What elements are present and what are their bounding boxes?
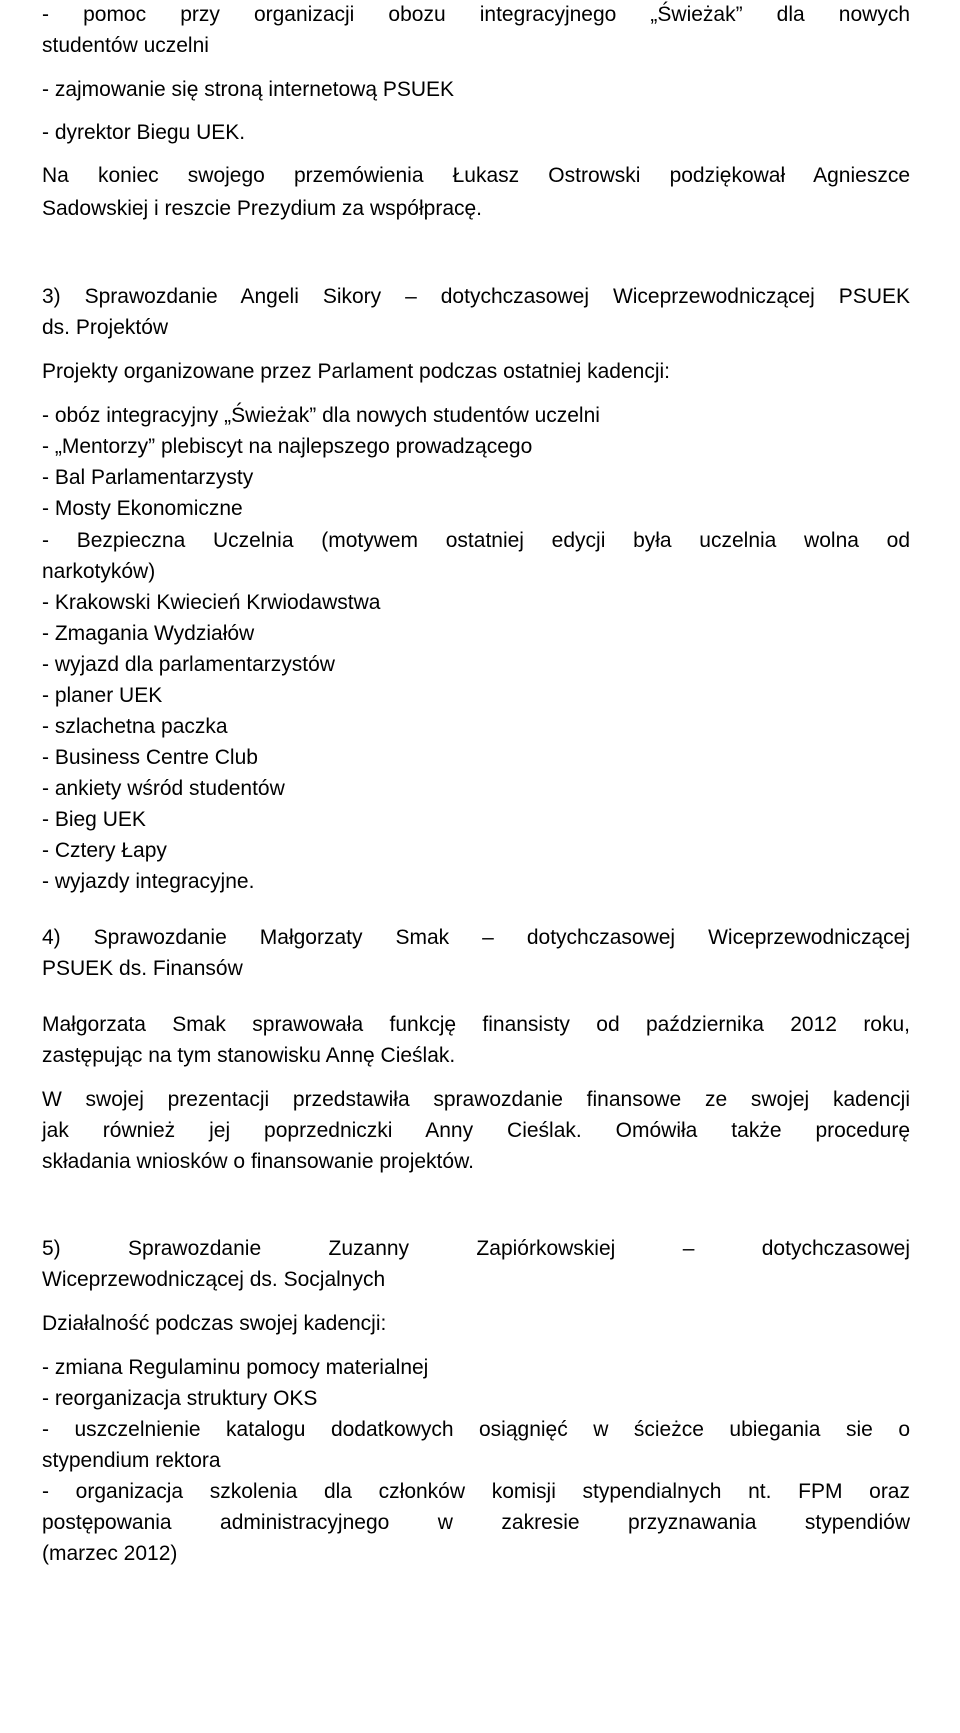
section-4-paragraph-line: jak również jej poprzedniczki Anny Cieślak. Omówiła także procedurę	[42, 1119, 910, 1142]
list-item: (marzec 2012)	[42, 1542, 178, 1565]
list-item: - Bieg UEK	[42, 808, 146, 831]
section-4-heading: PSUEK ds. Finansów	[42, 957, 243, 980]
section-5-heading: 5) Sprawozdanie Zuzanny Zapiórkowskiej – dotychczasowej	[42, 1237, 910, 1260]
intro-line: - zajmowanie się stroną internetową PSUEK	[42, 78, 455, 101]
list-item: - wyjazdy integracyjne.	[42, 870, 255, 893]
closing-paragraph-line: Na koniec swojego przemówienia Łukasz Ostrowski podziękował Agnieszce	[42, 164, 910, 187]
list-item: postępowania administracyjnego w zakresie przyznawania stypendiów	[42, 1511, 910, 1534]
list-item: - Bezpieczna Uczelnia (motywem ostatniej edycji była uczelnia wolna od	[42, 529, 910, 552]
list-item: - ankiety wśród studentów	[42, 777, 285, 800]
list-item: - planer UEK	[42, 684, 163, 707]
list-item: - obóz integracyjny „Świeżak” dla nowych studentów uczelni	[42, 404, 600, 427]
list-item: - uszczelnienie katalogu dodatkowych osiągnięć w ścieżce ubiegania sie o	[42, 1418, 910, 1441]
list-item: - organizacja szkolenia dla członków komisji stypendialnych nt. FPM oraz	[42, 1480, 910, 1503]
closing-paragraph-line: Sadowskiej i reszcie Prezydium za współpracę.	[42, 197, 483, 220]
section-4-paragraph-line: składania wniosków o finansowanie projektów.	[42, 1150, 474, 1173]
list-item: - Business Centre Club	[42, 746, 258, 769]
list-item: - szlachetna paczka	[42, 715, 228, 738]
list-item: - reorganizacja struktury OKS	[42, 1387, 318, 1410]
list-item: - Krakowski Kwiecień Krwiodawstwa	[42, 591, 381, 614]
section-4-heading: 4) Sprawozdanie Małgorzaty Smak – dotychczasowej Wiceprzewodniczącej	[42, 926, 910, 949]
section-3-heading: 3) Sprawozdanie Angeli Sikory – dotychczasowej Wiceprzewodniczącej PSUEK	[42, 285, 910, 308]
section-3-intro: Projekty organizowane przez Parlament podczas ostatniej kadencji:	[42, 360, 671, 383]
list-item: stypendium rektora	[42, 1449, 221, 1472]
section-5-heading: Wiceprzewodniczącej ds. Socjalnych	[42, 1268, 386, 1291]
list-item: - Cztery Łapy	[42, 839, 167, 862]
list-item: - zmiana Regulaminu pomocy materialnej	[42, 1356, 429, 1379]
section-3-heading: ds. Projektów	[42, 316, 169, 339]
section-4-paragraph-line: Małgorzata Smak sprawowała funkcję finansisty od października 2012 roku,	[42, 1013, 910, 1036]
list-item: - Zmagania Wydziałów	[42, 622, 255, 645]
section-4-paragraph-line: zastępując na tym stanowisku Annę Cieślak.	[42, 1044, 456, 1067]
list-item: narkotyków)	[42, 560, 156, 583]
intro-line: - pomoc przy organizacji obozu integracyjnego „Świeżak” dla nowych	[42, 3, 910, 26]
list-item: - wyjazd dla parlamentarzystów	[42, 653, 335, 676]
section-5-intro: Działalność podczas swojej kadencji:	[42, 1312, 387, 1335]
list-item: - Mosty Ekonomiczne	[42, 497, 243, 520]
list-item: - „Mentorzy” plebiscyt na najlepszego prowadzącego	[42, 435, 533, 458]
section-4-paragraph-line: W swojej prezentacji przedstawiła sprawozdanie finansowe ze swojej kadencji	[42, 1088, 910, 1111]
intro-line: studentów uczelni	[42, 34, 209, 57]
intro-line: - dyrektor Biegu UEK.	[42, 121, 246, 144]
list-item: - Bal Parlamentarzysty	[42, 466, 254, 489]
